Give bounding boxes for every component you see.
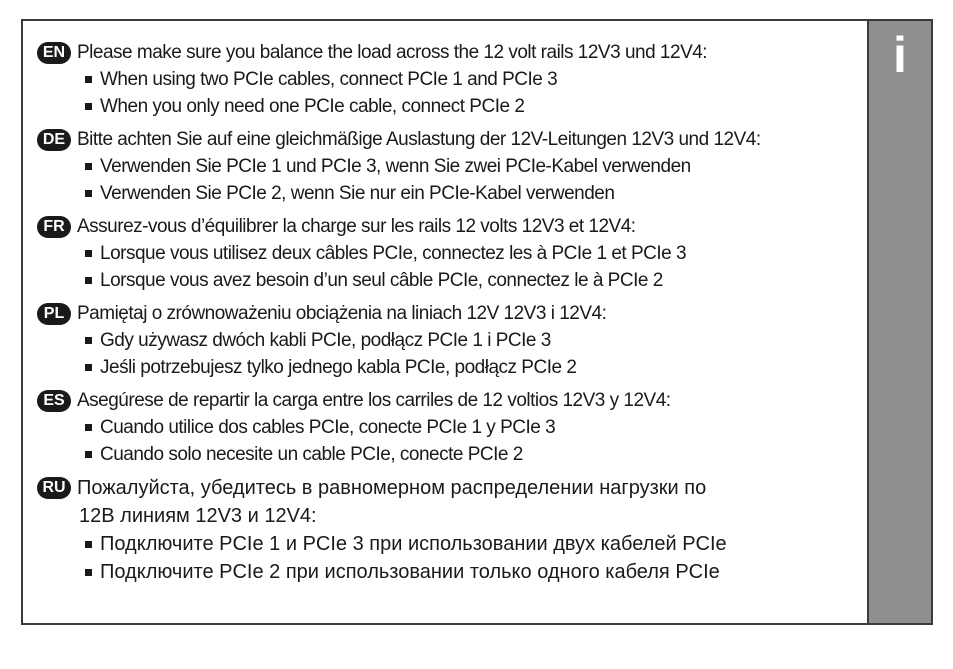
list-item — [37, 180, 863, 207]
bullet-square-icon — [85, 451, 92, 458]
list-item — [37, 441, 863, 468]
list-item-text: Verwenden Sie PCIe 1 und PCIe 3, wenn Sie zwei PCIe-Kabel verwenden — [100, 155, 691, 177]
list-item-text: Подключите PCIe 1 и PCIe 3 при использовании двух кабелей PCIe — [100, 532, 727, 555]
list-item-text: When using two PCIe cables, connect PCIe 1 and PCIe 3 — [100, 68, 558, 90]
list-item-text: When you only need one PCIe cable, connect PCIe 2 — [100, 95, 525, 117]
language-badge-fr: FR — [37, 216, 71, 238]
bullet-square-icon — [85, 569, 92, 576]
list-item-text: Cuando solo necesite un cable PCIe, conecte PCIe 2 — [100, 443, 523, 465]
info-icon: i — [893, 27, 907, 83]
list-item — [37, 66, 863, 93]
language-badge-es: ES — [37, 390, 71, 412]
list-item-text: Cuando utilice dos cables PCIe, conecte PCIe 1 y PCIe 3 — [100, 416, 556, 438]
section-ru — [37, 474, 863, 586]
section-heading-text: Пожалуйста, убедитесь в равномерном распределении нагрузки по — [77, 476, 707, 499]
bullet-square-icon — [85, 76, 92, 83]
section-heading — [37, 126, 863, 153]
list-item-text: Lorsque vous avez besoin d’un seul câble PCIe, connectez le à PCIe 2 — [100, 269, 663, 291]
list-item-text: Gdy używasz dwóch kabli PCIe, podłącz PCIe 1 i PCIe 3 — [100, 329, 551, 351]
bullet-square-icon — [85, 277, 92, 284]
language-badge-pl: PL — [37, 303, 71, 325]
list-item — [37, 327, 863, 354]
list-item — [37, 530, 863, 558]
list-item — [37, 240, 863, 267]
bullet-square-icon — [85, 541, 92, 548]
list-item-text: Lorsque vous utilisez deux câbles PCIe, connectez les à PCIe 1 et PCIe 3 — [100, 242, 687, 264]
section-heading-text: Please make sure you balance the load across the 12 volt rails 12V3 und 12V4: — [77, 41, 708, 63]
language-badge-ru: RU — [37, 477, 71, 499]
section-heading-text: Pamiętaj o zrównoważeniu obciążenia na liniach 12V 12V3 i 12V4: — [77, 302, 607, 324]
list-item-text: Verwenden Sie PCIe 2, wenn Sie nur ein PCIe-Kabel verwenden — [100, 182, 615, 204]
section-es — [37, 387, 863, 468]
bullet-square-icon — [85, 337, 92, 344]
list-item — [37, 414, 863, 441]
section-heading — [37, 39, 863, 66]
section-pl — [37, 300, 863, 381]
bullet-square-icon — [85, 424, 92, 431]
section-heading — [37, 213, 863, 240]
list-item — [37, 354, 863, 381]
bullet-square-icon — [85, 163, 92, 170]
list-item — [37, 93, 863, 120]
section-heading-text: Bitte achten Sie auf eine gleichmäßige Auslastung der 12V-Leitungen 12V3 und 12V4: — [77, 128, 761, 150]
list-item — [37, 267, 863, 294]
bullet-square-icon — [85, 103, 92, 110]
section-de — [37, 126, 863, 207]
language-badge-de: DE — [37, 129, 71, 151]
list-item — [37, 153, 863, 180]
list-item — [37, 558, 863, 586]
section-heading — [37, 474, 863, 502]
bullet-square-icon — [85, 250, 92, 257]
section-heading — [37, 387, 863, 414]
bullet-square-icon — [85, 190, 92, 197]
info-notice-box — [21, 19, 933, 625]
section-heading-text: Assurez-vous d’équilibrer la charge sur les rails 12 volts 12V3 et 12V4: — [77, 215, 636, 237]
section-fr — [37, 213, 863, 294]
list-item-text: Jeśli potrzebujesz tylko jednego kabla PCIe, podłącz PCIe 2 — [100, 356, 577, 378]
section-heading-text: Asegúrese de repartir la carga entre los carriles de 12 voltios 12V3 y 12V4: — [77, 389, 671, 411]
notice-content — [37, 39, 863, 592]
list-item-text: Подключите PCIe 2 при использовании только одного кабеля PCIe — [100, 560, 720, 583]
info-sidebar — [867, 21, 931, 623]
language-badge-en: EN — [37, 42, 71, 64]
bullet-square-icon — [85, 364, 92, 371]
section-heading — [37, 300, 863, 327]
section-en — [37, 39, 863, 120]
section-heading-continuation: 12В линиям 12V3 и 12V4: — [79, 504, 317, 527]
